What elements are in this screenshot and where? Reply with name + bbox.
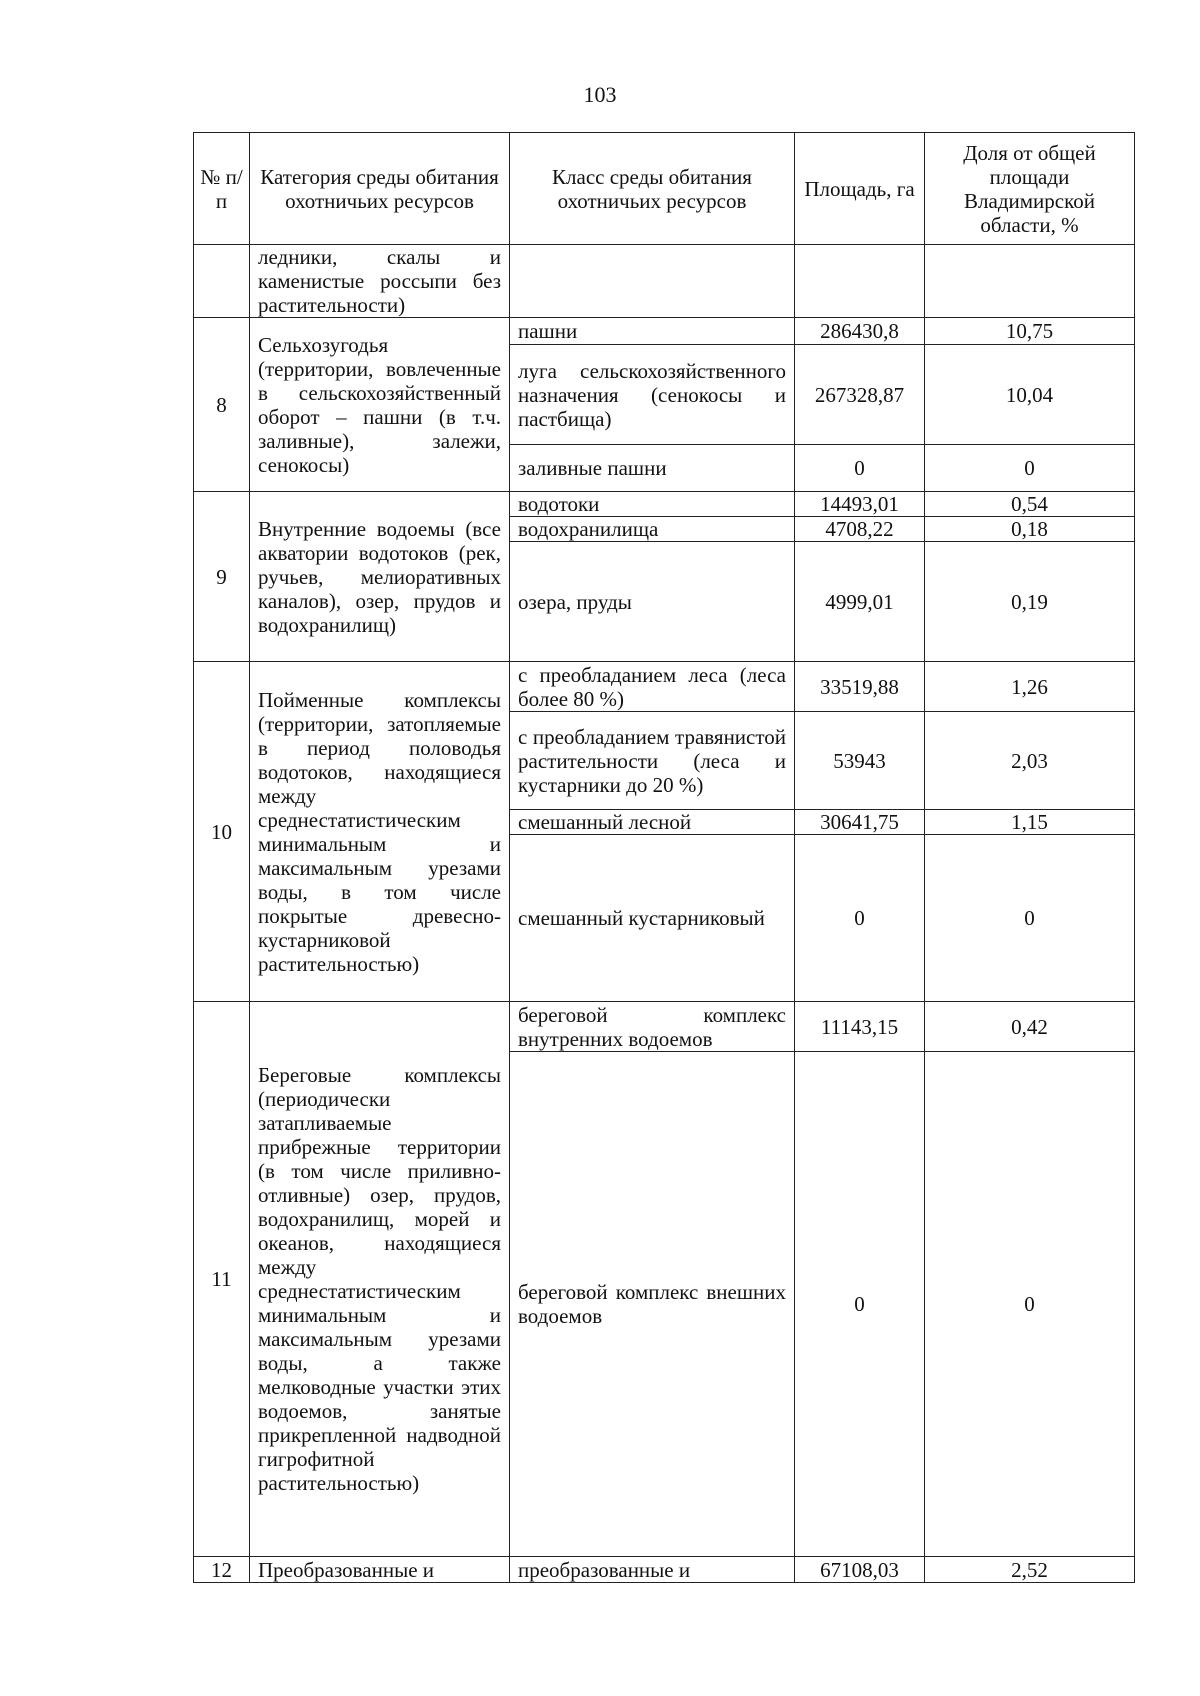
row-area xyxy=(795,245,925,318)
row-num: 9 xyxy=(194,492,250,662)
table-header-row xyxy=(194,133,1135,245)
row-category: Береговые комплексы (периодически затапливаемые прибрежные территории (в том числе приливно-отливные) озер, прудов, водохранилищ, морей и океанов, находящиеся между среднестатистическим минимальным и максимальным урезами воды, а также мелководные участки этих водоемов, занятые прикрепленной надводной гигрофитной растительностью) xyxy=(250,1002,510,1557)
row-class: пашни xyxy=(510,318,795,345)
row-class: смешанный лесной xyxy=(510,810,795,835)
row-num xyxy=(194,245,250,318)
row-class: береговой комплекс внутренних водоемов xyxy=(510,1002,795,1052)
row-num: 12 xyxy=(194,1557,250,1583)
row-class: береговой комплекс внешних водоемов xyxy=(510,1052,795,1557)
header-num: № п/п xyxy=(194,133,250,245)
row-share: 0,18 xyxy=(925,517,1135,542)
row-area: 0 xyxy=(795,1052,925,1557)
table-row xyxy=(194,1557,1135,1583)
header-area: Площадь, га xyxy=(795,133,925,245)
row-area: 267328,87 xyxy=(795,345,925,445)
row-category: Преобразованные и xyxy=(250,1557,510,1583)
table-row xyxy=(194,245,1135,318)
row-category: Внутренние водоемы (все акватории водотоков (рек, ручьев, мелиоративных каналов), озер, прудов и водохранилищ) xyxy=(250,492,510,662)
row-share: 2,03 xyxy=(925,712,1135,810)
row-share: 0 xyxy=(925,835,1135,1002)
row-area: 0 xyxy=(795,835,925,1002)
row-share: 0,54 xyxy=(925,492,1135,517)
row-category: ледники, скалы и каменистые россыпи без растительности) xyxy=(250,245,510,318)
page-number: 103 xyxy=(583,82,617,107)
row-share: 1,26 xyxy=(925,662,1135,712)
row-class: водохранилища xyxy=(510,517,795,542)
table-row xyxy=(194,1002,1135,1052)
row-area: 4999,01 xyxy=(795,542,925,662)
row-num: 10 xyxy=(194,662,250,1002)
table-row xyxy=(194,318,1135,345)
header-share: Доля от общей площади Владимирской области, % xyxy=(925,133,1135,245)
row-share: 2,52 xyxy=(925,1557,1135,1583)
row-class: луга сельскохозяйственного назначения (сенокосы и пастбища) xyxy=(510,345,795,445)
row-class: с преобладанием травянистой растительности (леса и кустарники до 20 %) xyxy=(510,712,795,810)
row-area: 30641,75 xyxy=(795,810,925,835)
row-area: 33519,88 xyxy=(795,662,925,712)
row-category: Пойменные комплексы (территории, затопляемые в период половодья водотоков, находящиеся между среднестатистическим минимальным и максимальным урезами воды, в том числе покрытые древесно-кустарниковой растительностью) xyxy=(250,662,510,1002)
row-area: 53943 xyxy=(795,712,925,810)
row-class: смешанный кустарниковый xyxy=(510,835,795,1002)
row-share: 0,19 xyxy=(925,542,1135,662)
table-row xyxy=(194,492,1135,517)
row-num: 11 xyxy=(194,1002,250,1557)
row-class: заливные пашни xyxy=(510,445,795,492)
row-share: 10,75 xyxy=(925,318,1135,345)
row-class: преобразованные и xyxy=(510,1557,795,1583)
row-class: с преобладанием леса (леса более 80 %) xyxy=(510,662,795,712)
habitat-table xyxy=(193,132,1135,1583)
row-category: Сельхозугодья (территории, вовлеченные в сельскохозяйственный оборот – пашни (в т.ч. заливные), залежи, сенокосы) xyxy=(250,318,510,492)
row-class: водотоки xyxy=(510,492,795,517)
table-row xyxy=(194,662,1135,712)
row-num: 8 xyxy=(194,318,250,492)
row-share: 0 xyxy=(925,445,1135,492)
row-share: 0 xyxy=(925,1052,1135,1557)
row-area: 11143,15 xyxy=(795,1002,925,1052)
row-area: 4708,22 xyxy=(795,517,925,542)
header-class: Класс среды обитания охотничьих ресурсов xyxy=(510,133,795,245)
header-category: Категория среды обитания охотничьих ресурсов xyxy=(250,133,510,245)
row-share xyxy=(925,245,1135,318)
row-class xyxy=(510,245,795,318)
row-area: 286430,8 xyxy=(795,318,925,345)
row-share: 0,42 xyxy=(925,1002,1135,1052)
row-area: 0 xyxy=(795,445,925,492)
row-area: 14493,01 xyxy=(795,492,925,517)
row-share: 10,04 xyxy=(925,345,1135,445)
row-area: 67108,03 xyxy=(795,1557,925,1583)
row-share: 1,15 xyxy=(925,810,1135,835)
row-class: озера, пруды xyxy=(510,542,795,662)
